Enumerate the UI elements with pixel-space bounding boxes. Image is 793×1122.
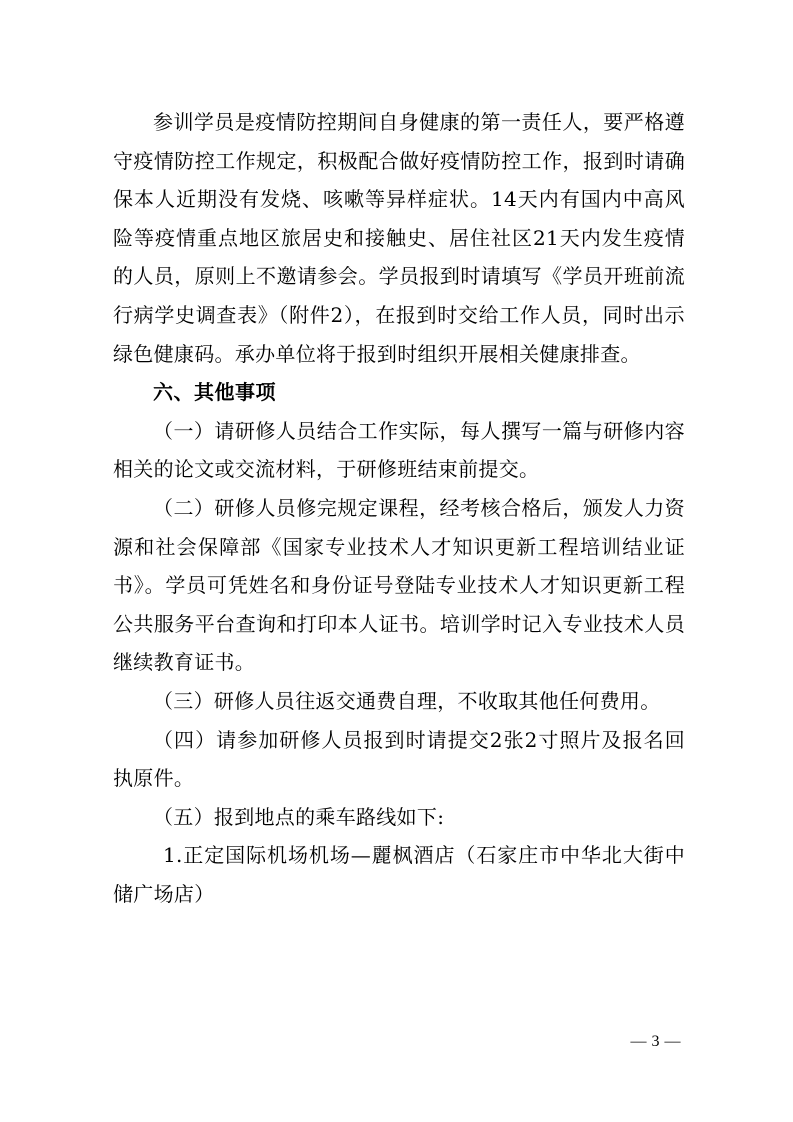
page-number: — 3 — — [630, 1033, 681, 1050]
item-1-paper-submission: （一）请研修人员结合工作实际，每人撰写一篇与研修内容相关的论文或交流材料，于研修班结束前提交。 — [113, 418, 685, 482]
paragraph-health-requirements: 参训学员是疫情防控期间自身健康的第一责任人，要严格遵守疫情防控工作规定，积极配合做好疫情防控工作，报到时请确保本人近期没有发烧、咳嗽等异样症状。14天内有国内中高风险等疫情重点地区旅居史和接触史、居住社区21天内发生疫情的人员，原则上不邀请参会。学员报到时请填写《学员开班前流行病学史调查表》（附件2），在报到时交给工作人员，同时出示绿色健康码。承办单位将于报到时组织开展相关健康排查。 — [113, 110, 685, 366]
item-3-travel-expenses: （三）研修人员往返交通费自理，不收取其他任何费用。 — [153, 688, 661, 713]
item-5-route-intro: （五）报到地点的乘车路线如下: — [153, 804, 445, 829]
route-1-airport-hotel: 1.正定国际机场机场—麗枫酒店（石家庄市中华北大街中储广场店） — [113, 843, 685, 906]
item-2-certificate: （二）研修人员修完规定课程，经考核合格后，颁发人力资源和社会保障部《国家专业技术人才知识更新工程培训结业证书》。学员可凭姓名和身份证号登陆专业技术人才知识更新工程公共服务平台查询和打印本人证书。培训学时记入专业技术人员继续教育证书。 — [113, 495, 685, 675]
item-4-photos-receipt: （四）请参加研修人员报到时请提交2张2寸照片及报名回执原件。 — [113, 727, 685, 791]
section-heading-other-matters: 六、其他事项 — [153, 380, 276, 405]
document-body — [113, 103, 685, 913]
